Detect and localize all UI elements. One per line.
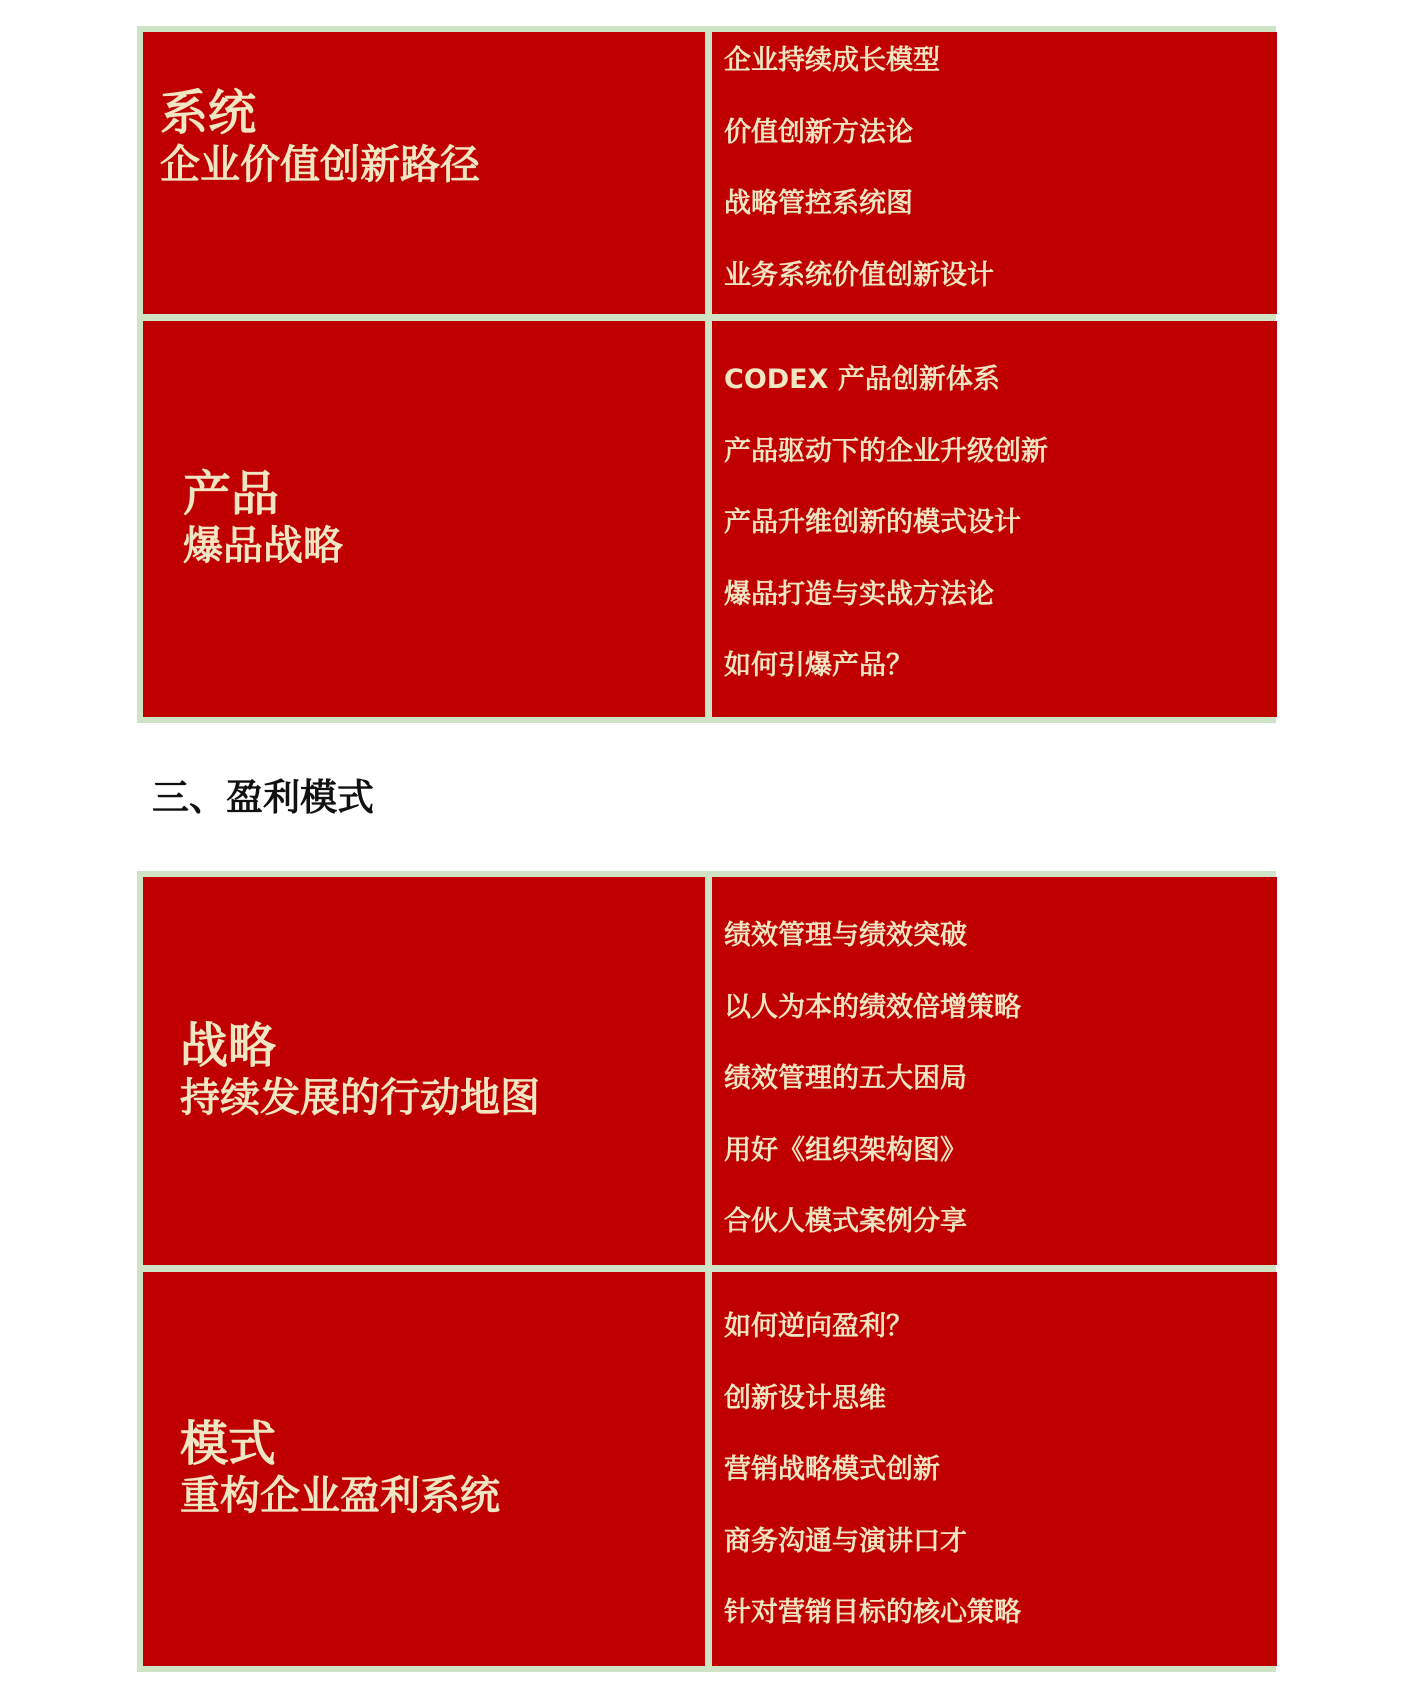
module-title: 产品 <box>183 466 280 522</box>
module-title: 模式 <box>180 1416 277 1472</box>
topic-item: 商务沟通与演讲口才 <box>724 1525 967 1557</box>
topic-item: 企业持续成长模型 <box>724 45 940 76</box>
topic-item: 创新设计思维 <box>724 1382 886 1414</box>
topic-item: 以人为本的绩效倍增策略 <box>724 991 1021 1023</box>
topic-list <box>724 363 1277 721</box>
topic-list <box>724 919 1277 1277</box>
topic-item: 战略管控系统图 <box>724 188 913 219</box>
module-subtitle: 重构企业盈利系统 <box>180 1473 500 1519</box>
topic-item: 爆品打造与实战方法论 <box>724 578 994 610</box>
module-subtitle: 持续发展的行动地图 <box>180 1075 540 1121</box>
topic-item: 绩效管理的五大困局 <box>724 1063 967 1094</box>
module-topics-cell-strategy <box>712 877 1277 1265</box>
module-title-cell-system <box>143 32 705 314</box>
topic-item: 业务系统价值创新设计 <box>724 259 994 291</box>
topic-item: 合伙人模式案例分享 <box>724 1206 967 1237</box>
module-subtitle: 爆品战略 <box>183 523 343 569</box>
topic-list <box>724 1310 1277 1668</box>
section-heading: 三、盈利模式 <box>152 776 374 819</box>
topic-item: 如何引爆产品？ <box>724 650 913 681</box>
module-topics-cell-model <box>712 1272 1277 1666</box>
topic-item: 用好《组织架构图》 <box>724 1134 967 1166</box>
module-topics-cell-product <box>712 321 1277 717</box>
topic-item: 绩效管理与绩效突破 <box>724 920 967 951</box>
module-topics-cell-system <box>712 32 1277 314</box>
module-table-1 <box>137 26 1276 723</box>
topic-item: 价值创新方法论 <box>724 116 913 148</box>
topic-item: 产品升维创新的模式设计 <box>724 507 1021 538</box>
topic-item: 针对营销目标的核心策略 <box>724 1597 1021 1628</box>
module-title: 系统 <box>160 85 257 141</box>
module-title-cell-strategy <box>143 877 705 1265</box>
module-table-2 <box>137 871 1276 1672</box>
topic-item: CODEX 产品创新体系 <box>724 364 1000 395</box>
module-title-cell-product <box>143 321 705 717</box>
module-title: 战略 <box>180 1018 277 1074</box>
topic-item: 营销战略模式创新 <box>724 1454 940 1485</box>
topic-item: 产品驱动下的企业升级创新 <box>724 435 1048 467</box>
module-title-cell-model <box>143 1272 705 1666</box>
module-subtitle: 企业价值创新路径 <box>160 142 480 188</box>
topic-list <box>724 44 1277 330</box>
topic-item: 如何逆向盈利？ <box>724 1311 913 1342</box>
